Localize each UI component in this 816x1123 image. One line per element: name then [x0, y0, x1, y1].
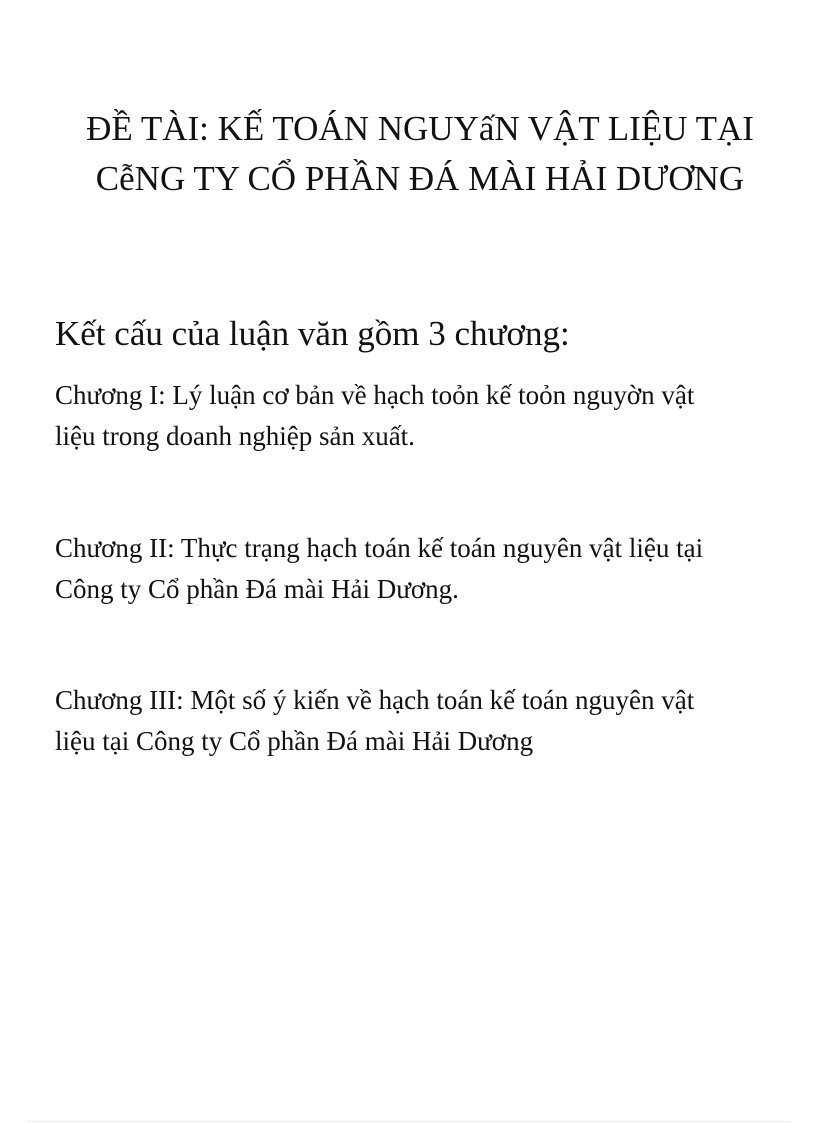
document-title-line-2: CễNG TY CỔ PHẦN ĐÁ MÀI HẢI DƯƠNG	[95, 159, 745, 198]
chapter-1-line-2: liệu trong doanh nghiệp sản xuất.	[55, 421, 415, 451]
page-bottom-divider	[28, 1121, 790, 1122]
chapter-3-description	[55, 680, 694, 762]
chapter-3-line-2: liệu tại Công ty Cổ phần Đá mài Hải Dương	[55, 726, 534, 756]
structure-heading: Kết cấu của luận văn gồm 3 chương:	[55, 314, 570, 353]
chapter-2-line-1: Chương II: Thực trạng hạch toán kế toán nguyên vật liệu tại	[55, 533, 704, 563]
chapter-1-line-1: Chương I: Lý luận cơ bản về hạch toỏn kế toỏn nguyờn vật	[55, 380, 695, 410]
chapter-2-description	[55, 528, 703, 610]
document-title-line-1: ĐỀ TÀI: KẾ TOÁN NGUYấN VẬT LIỆU TẠI	[86, 109, 754, 148]
chapter-1-description	[55, 375, 694, 457]
chapter-2-line-2: Công ty Cổ phần Đá mài Hải Dương.	[55, 574, 459, 604]
chapter-3-line-1: Chương III: Một số ý kiến về hạch toán kế toán nguyên vật	[55, 685, 695, 715]
document-title	[30, 104, 810, 204]
